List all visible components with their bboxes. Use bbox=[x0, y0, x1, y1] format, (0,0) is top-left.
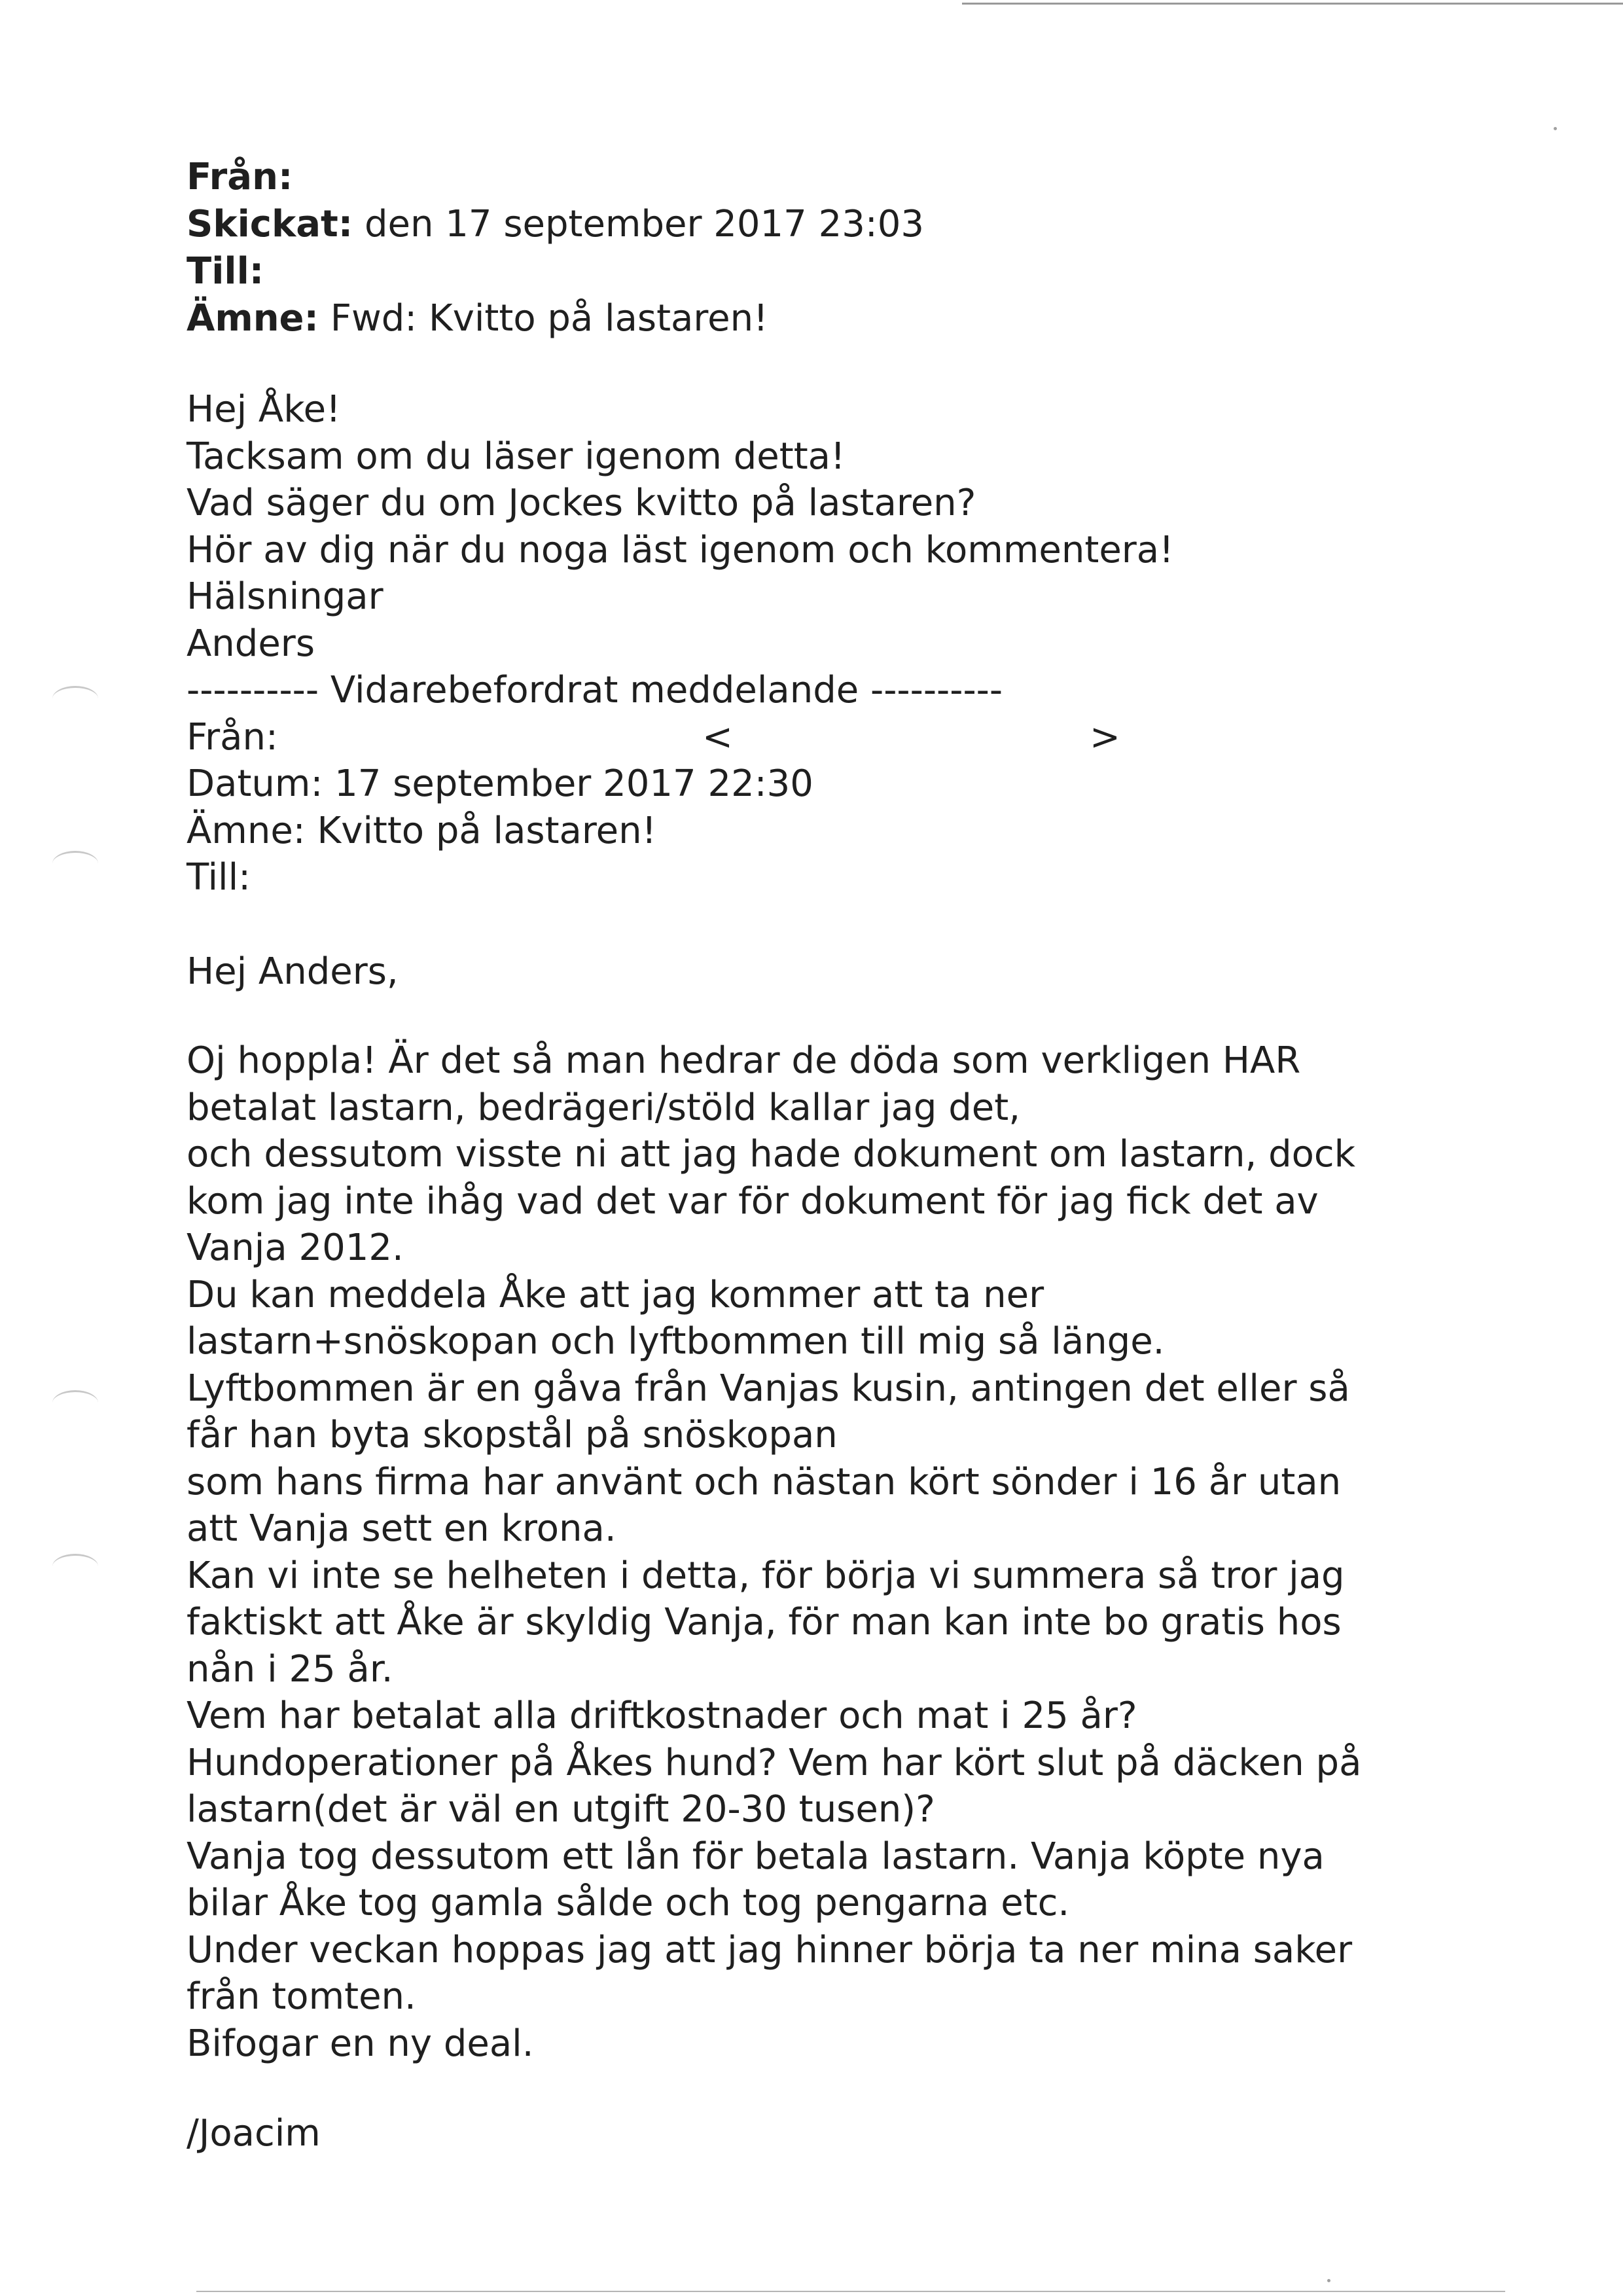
spacer bbox=[187, 2067, 1361, 2110]
message-line: och dessutom visste ni att jag hade dokument om lastarn, dock bbox=[187, 1133, 1356, 1175]
message-line: kom jag inte ihåg vad det var för dokument för jag fick det av bbox=[187, 1179, 1319, 1223]
message-line: från tomten. bbox=[187, 1975, 416, 2018]
message-signature: /Joacim bbox=[187, 2112, 321, 2155]
punch-hole-mark bbox=[52, 686, 98, 711]
intro-line: Hej Åke! bbox=[187, 388, 341, 431]
spacer bbox=[187, 995, 1361, 1037]
header-from-label: Från: bbox=[187, 156, 293, 198]
punch-hole-mark bbox=[52, 851, 98, 876]
message-line: lastarn+snöskopan och lyftbommen till mig så länge. bbox=[187, 1320, 1165, 1363]
message-line: bilar Åke tog gamla sålde och tog pengarna etc. bbox=[187, 1882, 1070, 1924]
header-to-label: Till: bbox=[187, 250, 264, 293]
header-sent-value: den 17 september 2017 23:03 bbox=[364, 203, 924, 245]
top-edge-rule bbox=[962, 3, 1623, 5]
message-line: Under veckan hoppas jag att jag hinner börja ta ner mina saker bbox=[187, 1928, 1353, 1971]
header-subject-value: Fwd: Kvitto på lastaren! bbox=[330, 297, 768, 340]
message-line: Kan vi inte se helheten i detta, för börja vi summera så tror jag bbox=[187, 1554, 1345, 1597]
message-greeting: Hej Anders, bbox=[187, 950, 399, 993]
punch-hole-mark bbox=[52, 1390, 98, 1416]
message-line: att Vanja sett en krona. bbox=[187, 1507, 616, 1550]
message-line: Hundoperationer på Åkes hund? Vem har kört slut på däcken på bbox=[187, 1741, 1362, 1784]
forward-to-line: Till: bbox=[187, 856, 251, 899]
message-line: betalat lastarn, bedrägeri/stöld kallar jag det, bbox=[187, 1086, 1020, 1129]
message-line: Vanja 2012. bbox=[187, 1227, 404, 1269]
message-line: lastarn(det är väl en utgift 20-30 tusen)? bbox=[187, 1788, 935, 1831]
message-line: nån i 25 år. bbox=[187, 1647, 393, 1691]
scan-speck bbox=[1554, 127, 1557, 130]
message-line: faktiskt att Åke är skyldig Vanja, för man kan inte bo gratis hos bbox=[187, 1601, 1342, 1643]
message-line: Oj hoppla! Är det så man hedrar de döda som verkligen HAR bbox=[187, 1039, 1301, 1082]
forward-from-open-bracket: < bbox=[702, 715, 733, 759]
intro-line: Anders bbox=[187, 622, 315, 665]
intro-line: Tacksam om du läser igenom detta! bbox=[187, 435, 846, 478]
intro-line: Vad säger du om Jockes kvitto på lastaren? bbox=[187, 482, 976, 524]
punch-hole-mark bbox=[52, 1554, 98, 1579]
header-subject-row bbox=[187, 295, 924, 342]
forward-from-row bbox=[187, 714, 1361, 761]
message-line: Bifogar en ny deal. bbox=[187, 2022, 534, 2065]
message-line: Vanja tog dessutom ett lån för betala lastarn. Vanja köpte nya bbox=[187, 1835, 1325, 1878]
scan-speck bbox=[1327, 2279, 1330, 2282]
spacer bbox=[187, 901, 1361, 948]
intro-line: Hälsningar bbox=[187, 575, 383, 618]
forward-date-line: Datum: 17 september 2017 22:30 bbox=[187, 762, 813, 805]
message-line: Lyftbommen är en gåva från Vanjas kusin, antingen det eller så bbox=[187, 1367, 1350, 1410]
header-sent-label: Skickat: bbox=[187, 203, 353, 245]
forward-subject-line: Ämne: Kvitto på lastaren! bbox=[187, 809, 657, 852]
message-line: Vem har betalat alla driftkostnader och mat i 25 år? bbox=[187, 1695, 1137, 1737]
forward-separator: ---------- Vidarebefordrat meddelande ---------- bbox=[187, 669, 1003, 711]
email-body bbox=[187, 386, 1361, 2157]
message-line: Du kan meddela Åke att jag kommer att ta ner bbox=[187, 1273, 1044, 1316]
forward-from-label: Från: bbox=[187, 715, 278, 759]
email-header bbox=[187, 154, 924, 342]
message-line: som hans firma har använt och nästan kört sönder i 16 år utan bbox=[187, 1460, 1342, 1503]
header-to-row bbox=[187, 248, 924, 295]
message-line: får han byta skopstål på snöskopan bbox=[187, 1414, 838, 1456]
bottom-edge-rule bbox=[196, 2291, 1505, 2292]
header-sent-row bbox=[187, 201, 924, 248]
header-subject-label: Ämne: bbox=[187, 297, 319, 340]
forward-from-close-bracket: > bbox=[1090, 715, 1120, 759]
header-from-row bbox=[187, 154, 924, 201]
intro-line: Hör av dig när du noga läst igenom och kommentera! bbox=[187, 528, 1174, 571]
